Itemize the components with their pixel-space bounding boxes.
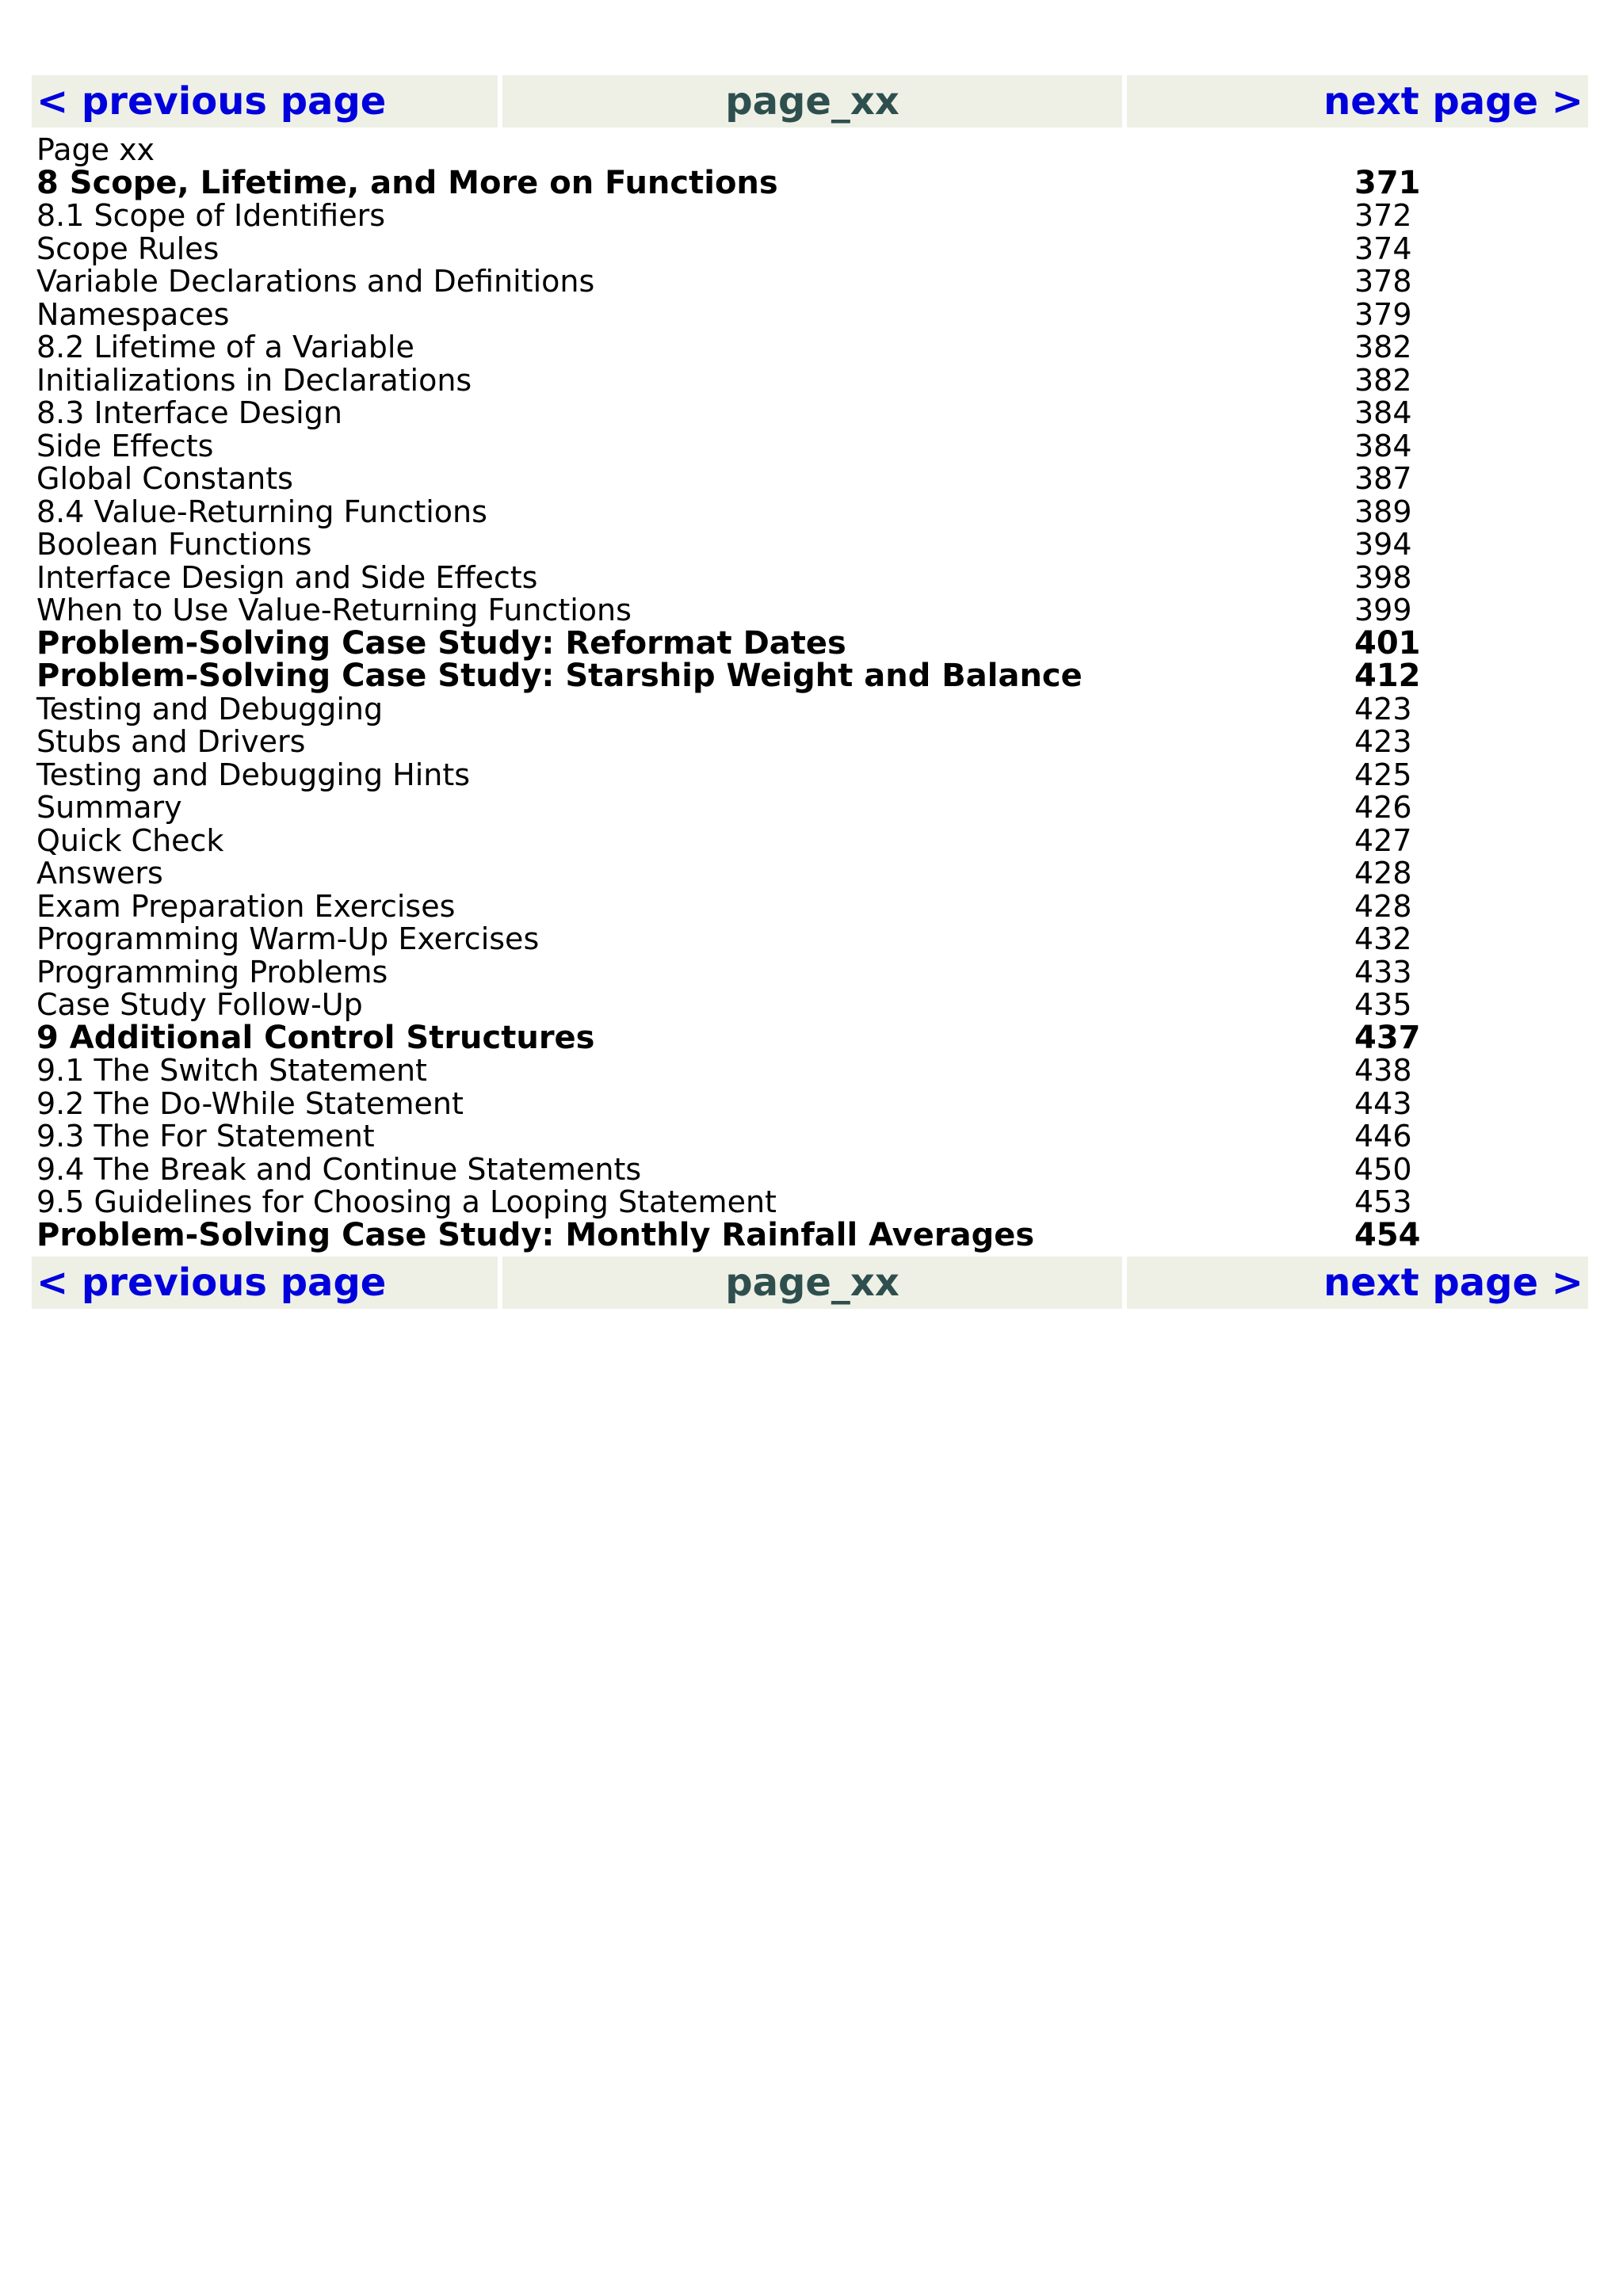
toc-entry — [36, 496, 1593, 529]
top-page-indicator: page_xx — [502, 75, 1122, 128]
toc-entry-page-number: 450 — [1354, 1151, 1412, 1187]
bottom-navigation-bar — [32, 1257, 1593, 1309]
toc-entry-title: Programming Warm-Up Exercises — [36, 921, 540, 956]
toc-entry-page-number: 438 — [1354, 1053, 1412, 1088]
toc-list — [36, 164, 1593, 1253]
toc-entry-page-number: 382 — [1354, 362, 1412, 398]
toc-entry — [36, 1186, 1593, 1219]
top-previous-page-link[interactable]: < previous page — [36, 79, 387, 124]
toc-entry-page-number: 387 — [1354, 461, 1412, 496]
bottom-next-page-link[interactable]: next page > — [1323, 1261, 1583, 1305]
toc-entry-title: Global Constants — [36, 461, 293, 496]
toc-entry — [36, 791, 1593, 825]
toc-entry — [36, 200, 1593, 233]
toc-entry-page-number: 412 — [1354, 658, 1421, 694]
toc-entry — [36, 1120, 1593, 1154]
toc-entry-title: When to Use Value-Returning Functions — [36, 593, 632, 627]
toc-entry-title: Testing and Debugging — [36, 691, 384, 727]
toc-entry — [36, 759, 1593, 792]
toc-entry-page-number: 454 — [1354, 1216, 1421, 1253]
toc-entry-page-number: 426 — [1354, 790, 1412, 825]
toc-entry-page-number: 423 — [1354, 691, 1412, 727]
bottom-previous-page-link[interactable]: < previous page — [36, 1261, 387, 1305]
toc-entry-title: Case Study Follow-Up — [36, 987, 363, 1022]
toc-entry-title: Boolean Functions — [36, 527, 312, 562]
toc-entry — [36, 594, 1593, 627]
toc-entry — [36, 1216, 1593, 1253]
toc-entry-title: 8.2 Lifetime of a Variable — [36, 330, 414, 364]
toc-entry-page-number: 401 — [1354, 624, 1421, 662]
toc-entry-title: Variable Declarations and Definitions — [36, 264, 595, 299]
toc-entry-title: Problem-Solving Case Study: Starship Weight and Balance — [36, 658, 1083, 694]
toc-entry-title: Initializations in Declarations — [36, 362, 472, 398]
toc-entry — [36, 624, 1593, 662]
toc-entry-page-number: 378 — [1354, 264, 1412, 299]
toc-entry — [36, 528, 1593, 562]
toc-entry — [36, 296, 1593, 332]
toc-entry-title: Stubs and Drivers — [36, 724, 306, 759]
toc-entry-page-number: 399 — [1354, 593, 1412, 627]
toc-entry-page-number: 428 — [1354, 888, 1412, 924]
toc-entry-page-number: 443 — [1354, 1085, 1412, 1121]
toc-entry-page-number: 384 — [1354, 428, 1412, 463]
toc-entry-title: 9.2 The Do-While Statement — [36, 1085, 464, 1121]
toc-entry — [36, 956, 1593, 990]
toc-entry-page-number: 453 — [1354, 1184, 1412, 1219]
toc-entry-title: Answers — [36, 856, 163, 891]
toc-entry — [36, 265, 1593, 299]
page-wrapper — [32, 75, 1593, 1309]
toc-entry — [36, 822, 1593, 858]
toc-entry-title: Summary — [36, 790, 182, 825]
toc-entry — [36, 693, 1593, 727]
toc-entry — [36, 660, 1593, 693]
toc-entry-page-number: 425 — [1354, 757, 1412, 792]
toc-entry — [36, 923, 1593, 956]
toc-entry-title: Quick Check — [36, 822, 224, 858]
toc-entry — [36, 857, 1593, 891]
toc-entry-title: 8.4 Value-Returning Functions — [36, 494, 487, 529]
top-prev-cell — [32, 75, 498, 128]
toc-entry-title: 9.3 The For Statement — [36, 1119, 375, 1154]
toc-entry-title: 8.3 Interface Design — [36, 395, 342, 430]
toc-entry-title: Exam Preparation Exercises — [36, 888, 456, 924]
page-label: Page xx — [36, 132, 155, 167]
toc-entry-page-number: 437 — [1354, 1019, 1421, 1056]
top-next-page-link[interactable]: next page > — [1323, 79, 1583, 124]
toc-entry — [36, 1151, 1593, 1187]
toc-entry-title: Scope Rules — [36, 231, 220, 266]
toc-entry — [36, 1085, 1593, 1121]
toc-entry-title: Interface Design and Side Effects — [36, 559, 538, 595]
toc-entry-page-number: 379 — [1354, 296, 1412, 332]
toc-entry-title: Namespaces — [36, 296, 230, 332]
toc-entry-page-number: 433 — [1354, 954, 1412, 990]
bottom-next-cell — [1127, 1257, 1588, 1309]
toc-entry — [36, 1019, 1593, 1056]
toc-entry-page-number: 382 — [1354, 330, 1412, 364]
toc-entry — [36, 233, 1593, 266]
toc-entry-page-number: 428 — [1354, 856, 1412, 891]
toc-entry-page-number: 394 — [1354, 527, 1412, 562]
toc-entry-title: Testing and Debugging Hints — [36, 757, 471, 792]
toc-entry-title: Side Effects — [36, 428, 214, 463]
toc-entry-title: 8 Scope, Lifetime, and More on Functions — [36, 164, 778, 201]
toc-entry — [36, 726, 1593, 759]
toc-entry-page-number: 427 — [1354, 822, 1412, 858]
toc-entry-page-number: 389 — [1354, 494, 1412, 529]
toc-entry — [36, 397, 1593, 430]
toc-entry-page-number: 371 — [1354, 164, 1421, 201]
toc-entry-page-number: 446 — [1354, 1119, 1412, 1154]
top-navigation-bar — [32, 75, 1593, 128]
toc-entry-title: Problem-Solving Case Study: Reformat Dates — [36, 624, 846, 662]
toc-entry-title: Problem-Solving Case Study: Monthly Rainfall Averages — [36, 1216, 1035, 1253]
toc-entry-page-number: 432 — [1354, 921, 1412, 956]
toc-entry-page-number: 398 — [1354, 559, 1412, 595]
toc-entry-title: 9.1 The Switch Statement — [36, 1053, 427, 1088]
toc-entry-page-number: 423 — [1354, 724, 1412, 759]
toc-entry-title: 9 Additional Control Structures — [36, 1019, 595, 1056]
toc-entry-title: 9.5 Guidelines for Choosing a Looping Statement — [36, 1184, 777, 1219]
toc-entry-title: 9.4 The Break and Continue Statements — [36, 1151, 642, 1187]
bottom-page-indicator: page_xx — [502, 1257, 1122, 1309]
toc-entry — [36, 888, 1593, 924]
toc-entry-page-number: 374 — [1354, 231, 1412, 266]
toc-entry-title: 8.1 Scope of Identifiers — [36, 198, 386, 233]
toc-entry — [36, 989, 1593, 1022]
top-next-cell — [1127, 75, 1588, 128]
toc-entry — [36, 1055, 1593, 1088]
toc-entry-page-number: 435 — [1354, 987, 1412, 1022]
toc-entry — [36, 331, 1593, 364]
toc-entry — [36, 430, 1593, 463]
toc-entry — [36, 463, 1593, 496]
bottom-prev-cell — [32, 1257, 498, 1309]
toc-entry — [36, 364, 1593, 398]
toc-content — [32, 128, 1593, 1252]
toc-entry — [36, 164, 1593, 201]
toc-entry-page-number: 384 — [1354, 395, 1412, 430]
toc-entry — [36, 559, 1593, 595]
toc-entry-title: Programming Problems — [36, 954, 388, 990]
toc-entry-page-number: 372 — [1354, 198, 1412, 233]
